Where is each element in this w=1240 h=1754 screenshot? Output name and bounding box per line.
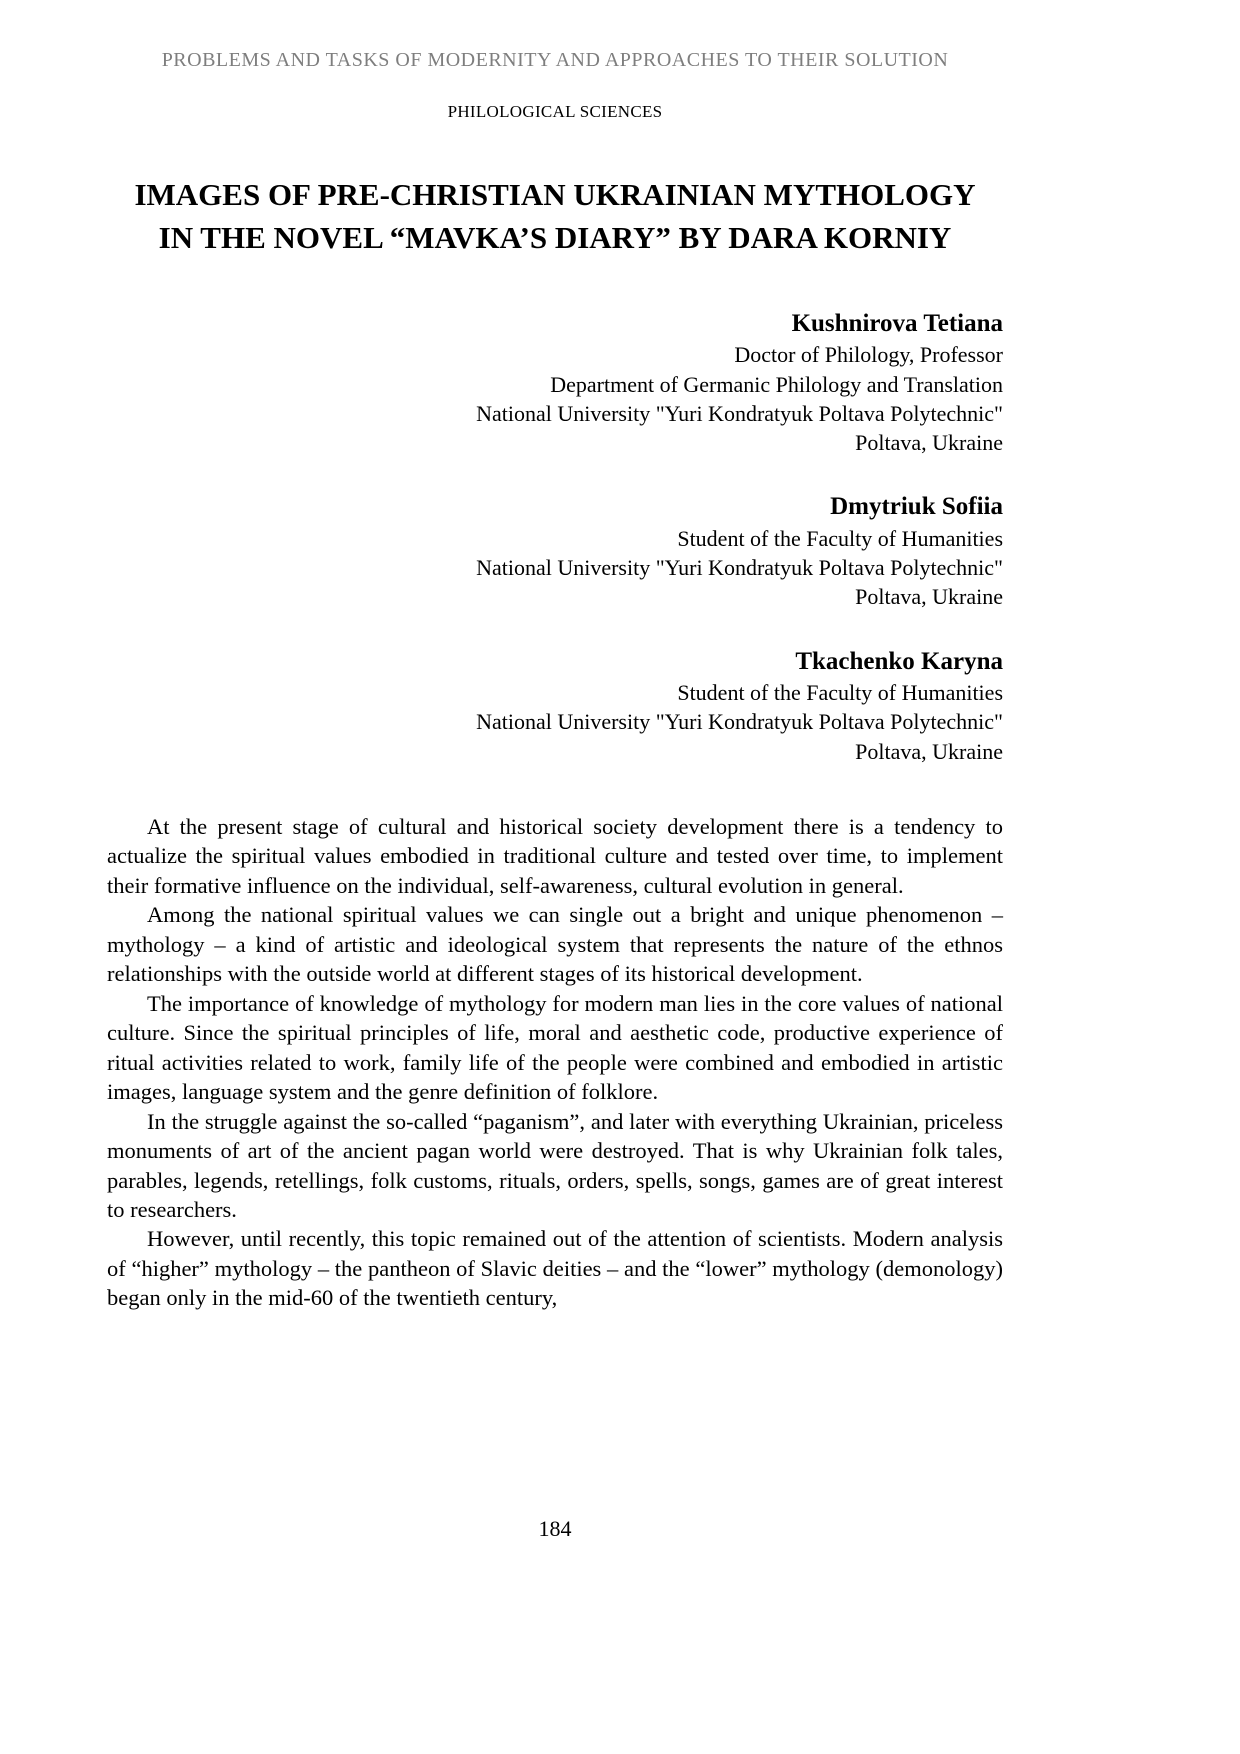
- author-affiliation-line: Student of the Faculty of Humanities: [677, 525, 1003, 551]
- author-affiliation-line: Doctor of Philology, Professor: [734, 342, 1003, 368]
- paper-body: [107, 812, 1003, 1313]
- author-name: Tkachenko Karyna: [795, 647, 1003, 675]
- author-affiliation-line: National University "Yuri Kondratyuk Poltava Polytechnic": [476, 709, 1003, 735]
- author-affiliation-line: National University "Yuri Kondratyuk Poltava Polytechnic": [476, 400, 1003, 426]
- author-affiliation-line: Student of the Faculty of Humanities: [677, 680, 1003, 706]
- paper-title: IMAGES OF PRE-CHRISTIAN UKRAINIAN MYTHOLOGY IN THE NOVEL “MAVKA’S DIARY” BY DARA KORNIY: [134, 177, 976, 256]
- paragraph-5: However, until recently, this topic remained out of the attention of scientists. Modern analysis of “higher” mythology – the pantheon of Slavic deities – and the “lower” mythology (demonology) began only in the mid-60 of the twentieth century,: [107, 1226, 1003, 1311]
- author-affiliation-line: Poltava, Ukraine: [855, 738, 1003, 764]
- page-number: 184: [538, 1516, 572, 1541]
- section-label: PHILOLOGICAL SCIENCES: [447, 102, 663, 121]
- paragraph-3: The importance of knowledge of mythology for modern man lies in the core values of national culture. Since the spiritual principles of life, moral and aesthetic code, productive experience of ritual activities related to work, family life of the people were combined and embodied in artistic images, language system and the genre definition of folklore.: [107, 990, 1003, 1105]
- paragraph-1: At the present stage of cultural and historical society development there is a tendency to actualize the spiritual values embodied in traditional culture and tested over time, to implement their formative influence on the individual, self-awareness, cultural evolution in general.: [107, 813, 1003, 898]
- paragraph-4: In the struggle against the so-called “paganism”, and later with everything Ukrainian, priceless monuments of art of the ancient pagan world were destroyed. That is why Ukrainian folk tales, parables, legends, retellings, folk customs, rituals, orders, spells, songs, games are of great interest to researchers.: [107, 1108, 1003, 1223]
- author-block-1: [107, 308, 1003, 458]
- paragraph-2: Among the national spiritual values we can single out a bright and unique phenomenon – mythology – a kind of artistic and ideological system that represents the nature of the ethnos relationships with the outside world at different stages of its historical development.: [107, 902, 1003, 987]
- author-name: Kushnirova Tetiana: [791, 309, 1003, 337]
- author-affiliation-line: Poltava, Ukraine: [855, 584, 1003, 610]
- author-block-2: [107, 491, 1003, 611]
- author-name: Dmytriuk Sofiia: [830, 493, 1003, 521]
- authors-block: [107, 308, 1003, 766]
- author-block-3: [107, 646, 1003, 766]
- author-affiliation-line: National University "Yuri Kondratyuk Poltava Polytechnic": [476, 555, 1003, 581]
- author-affiliation-line: Department of Germanic Philology and Translation: [550, 371, 1003, 397]
- running-head: PROBLEMS AND TASKS OF MODERNITY AND APPROACHES TO THEIR SOLUTION: [161, 49, 949, 71]
- author-affiliation-line: Poltava, Ukraine: [855, 430, 1003, 456]
